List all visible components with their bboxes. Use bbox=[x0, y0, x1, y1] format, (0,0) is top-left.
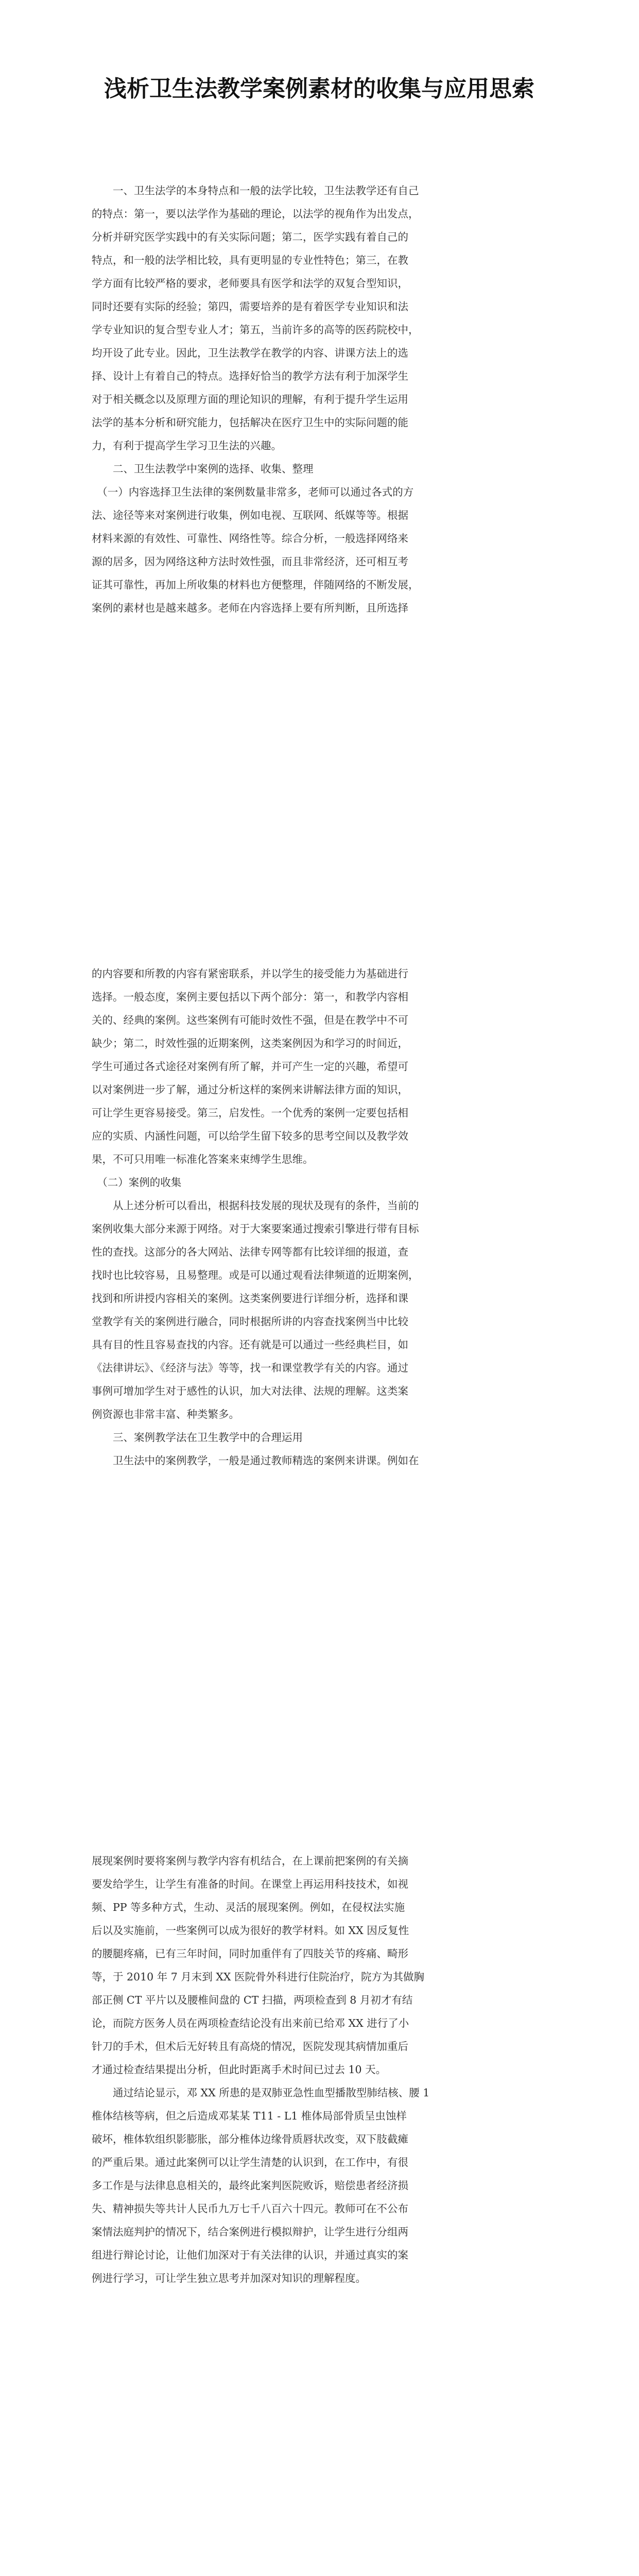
body-text-block-2: 的内容要和所教的内容有紧密联系，并以学生的接受能力为基础进行 选择。一般态度，案例主要包括以下两个部分：第一，和教学内容相 关的、经典的案例。这些案例有可能时效性不强，但是在教学中不可 缺少；第二，时效性强的近期案例，这类案例因为和学习的时间近， 学生可通过各式途径对案例有所了解，并可产生一定的兴趣，希望可 以对案例进一步了解，通过分析这样的案例来讲解法律方面的知识， 可让学生更容易接受。第三，启发性。一个优秀的案例一定要包括相 应的实质、内涵性问题，可以给学生留下较多的思考空间以及教学效 果，不可只用唯一标准化答案来束缚学生思维。 （二）案例的收集 从上述分析可以看出，根据科技发展的现状及现有的条件，当前的 案例收集大部分来源于网络。对于大案要案通过搜索引擎进行带有目标 性的查找。这部分的各大网站、法律专网等都有比较详细的报道，查 找时也比较容易，且易整理。或是可以通过观看法律频道的近期案例， 找到和所讲授内容相关的案例。这类案例要进行详细分析，选择和课 堂教学有关的案例进行融合，同时根据所讲的内容查找案例当中比较 具有目的性且容易查找的内容。还有就是可以通过一些经典栏目，如 《法律讲坛》、《经济与法》等等，找一和课堂教学有关的内容。通过 事例可增加学生对于感性的认识，加大对法律、法规的理解。这类案 例资源也非常丰富、种类繁多。 三、案例教学法在卫生教学中的合理运用 卫生法中的案例教学，一般是通过教师精选的案例来讲课。例如在 bbox=[92, 968, 419, 1467]
document-title: 浅析卫生法教学案例素材的收集与应用思索 bbox=[104, 76, 534, 102]
body-text-block-3: 展现案例时要将案例与教学内容有机结合，在上课前把案例的有关摘 要发给学生，让学生有准备的时间。在课堂上再运用科技技术，如视 频、PP 等多种方式，生动、灵活的展现案例。例如，在侵权法实施 后以及实施前，一些案例可以成为很好的教学材料。如 XX 因反复性 的腰腿疼痛，已有三年时间，同时加重伴有了四肢关节的疼痛、畸形 等，于 2010 年 7 月末到 XX 医院骨外科进行住院治疗，院方为其做胸 部正侧 CT 平片以及腰椎间盘的 CT 扫描，两项检查到 8 月初才有结 论，而院方医务人员在两项检查结论没有出来前已给邓 XX 进行了小 针刀的手术，但术后无好转且有高烧的情况，医院发现其病情加重后 才通过检查结果提出分析，但此时距离手术时间已过去 10 天。 通过结论显示，邓 XX 所患的是双肺亚急性血型播散型肺结核、腰 1 椎体结核等病，但之后造成邓某某 T11 - L1 椎体局部骨质呈虫蚀样 破坏，椎体软组织影膨胀，部分椎体边缘骨质唇状改变，双下肢截瘫 的严重后果。通过此案例可以让学生清楚的认识到，在工作中，有很 多工作是与法律息息相关的，最终此案判医院败诉，赔偿患者经济损 失、精神损失等共计人民币九万七千八百六十四元。教师可在不公布 案情法庭判护的情况下，结合案例进行模拟辩护，让学生进行分组两 组进行辩论讨论，让他们加深对于有关法律的认识，并通过真实的案 例进行学习，可让学生独立思考并加深对知识的理解程度。 bbox=[92, 1855, 430, 2284]
body-text-block-1: 一、卫生法学的本身特点和一般的法学比较，卫生法教学还有自己 的特点：第一，要以法学作为基础的理论，以法学的视角作为出发点， 分析并研究医学实践中的有关实际问题；第二，医学实践有着自己的 特点，和一般的法学相比较，具有更明显的专业性特色；第三，在教 学方面有比较严格的要求，老师要具有医学和法学的双复合型知识， 同时还要有实际的经验；第四，需要培养的是有着医学专业知识和法 学专业知识的复合型专业人才；第五，当前许多的高等的医药院校中， 均开设了此专业。因此，卫生法教学在教学的内容、讲课方法上的选 择、设计上有着自己的特点。选择好恰当的教学方法有利于加深学生 对于相关概念以及原理方面的理论知识的理解，有利于提升学生运用 法学的基本分析和研究能力，包括解决在医疗卫生中的实际问题的能 力，有利于提高学生学习卫生法的兴趣。 二、卫生法教学中案例的选择、收集、整理 （一）内容选择卫生法律的案例数量非常多，老师可以通过各式的方 法、途径等来对案例进行收集，例如电视、互联网、纸媒等等。根据 材料来源的有效性、可靠性、网络性等。综合分析，一般选择网络来 源的居多，因为网络这种方法时效性强，而且非常经济，还可相互考 证其可靠性，再加上所收集的材料也方便整理，伴随网络的不断发展， 案例的素材也是越来越多。老师在内容选择上要有所判断，且所选择 bbox=[92, 184, 419, 614]
